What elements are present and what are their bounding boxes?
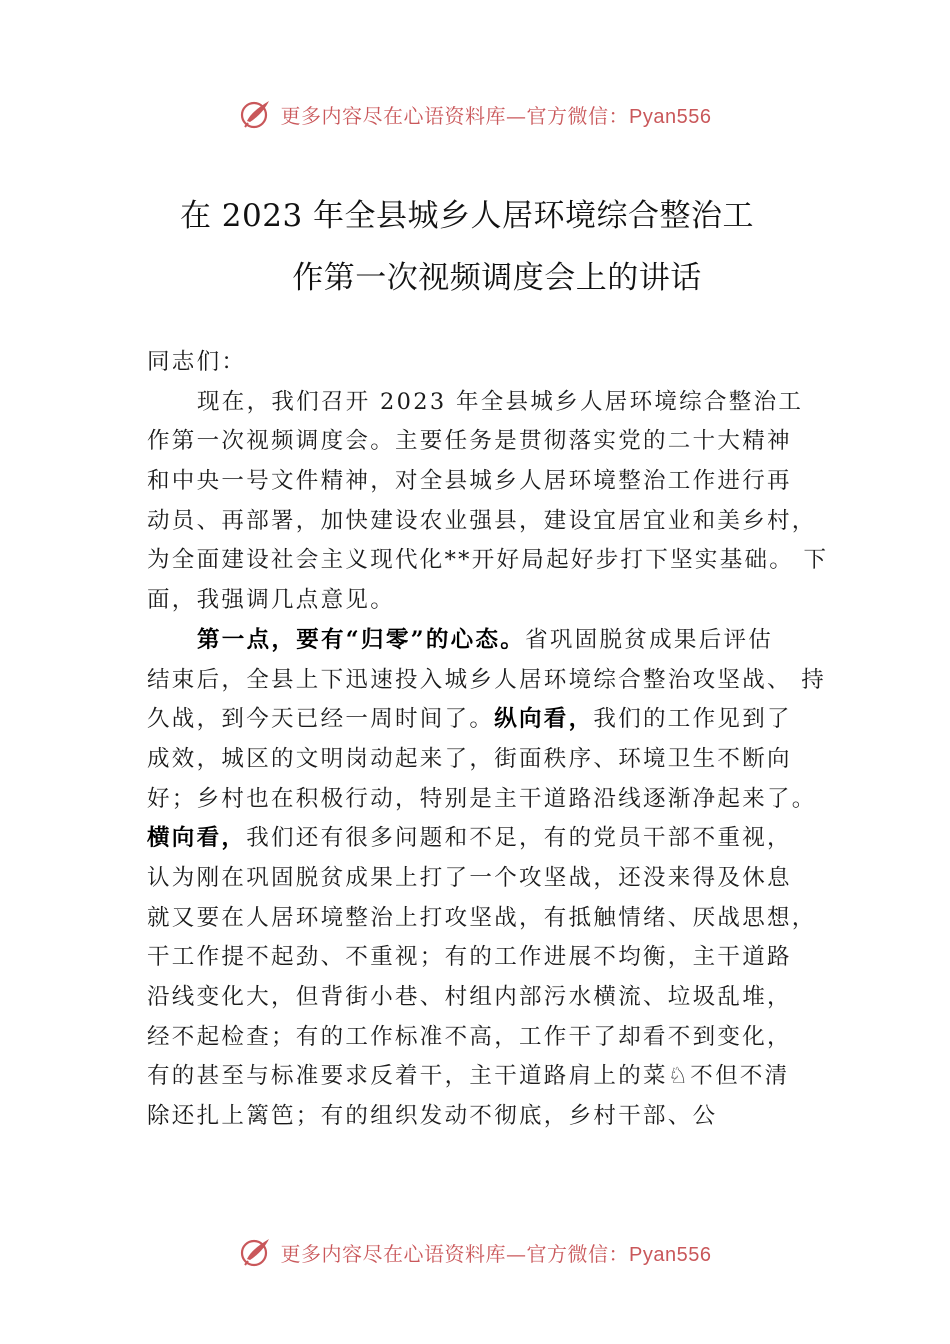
paragraph-line bbox=[147, 700, 827, 740]
banner-label: 更多内容尽在心语资料库—官方微信： bbox=[280, 1241, 630, 1266]
document-body bbox=[147, 343, 827, 1137]
document-title-line-1: 在 2023 年全县城乡人居环境综合整治工 bbox=[179, 198, 755, 234]
paragraph-text: 我们还有很多问题和不足，有的党员干部不重视， bbox=[246, 825, 792, 852]
wechat-id: Pyan556 bbox=[629, 105, 712, 128]
paragraph-line: 成效，城区的文明岗动起来了，街面秩序、环境卫生不断向 bbox=[147, 745, 792, 772]
paragraph-text: 省巩固脱贫成果后评估 bbox=[525, 626, 774, 653]
section-heading: 第一点，要有“归零”的心态。 bbox=[197, 626, 526, 653]
banner-label: 更多内容尽在心语资料库—官方微信： bbox=[280, 103, 630, 128]
paragraph-line: 动员、再部署，加快建设农业强县，建设宜居宜业和美乡村， bbox=[147, 507, 817, 534]
paragraph-line: 沿线变化大，但背街小巷、村组内部污水横流、垃圾乱堆， bbox=[147, 984, 792, 1010]
paragraph-line: 作第一次视频调度会。主要任务是贯彻落实党的二十大精神 bbox=[147, 428, 792, 455]
footer-banner bbox=[0, 1232, 950, 1272]
bold-phrase-vertical: 纵向看， bbox=[494, 706, 594, 733]
paragraph-line: 结束后，全县上下迅速投入城乡人居环境综合整治攻坚战、 持 bbox=[147, 666, 827, 693]
document-title-line-2: 作第一次视频调度会上的讲话 bbox=[292, 260, 702, 296]
wechat-id: Pyan556 bbox=[629, 1243, 712, 1266]
paragraph-line: 干工作提不起劲、不重视；有的工作进展不均衡，主干道路 bbox=[147, 944, 792, 971]
paragraph-line: 除还扎上篱笆；有的组织发动不彻底，乡村干部、公 bbox=[147, 1103, 718, 1130]
paragraph-line: 认为刚在巩固脱贫成果上打了一个攻坚战，还没来得及休息 bbox=[147, 864, 792, 891]
banner-text bbox=[281, 100, 712, 129]
salutation: 同志们： bbox=[147, 349, 247, 375]
paragraph-text: 我们的工作见到了 bbox=[593, 706, 792, 733]
quill-logo-icon bbox=[239, 1235, 273, 1269]
paragraph-line: 就又要在人居环境整治上打攻坚战，有抵触情绪、厌战思想， bbox=[147, 904, 817, 931]
paragraph-line: 经不起检查；有的工作标准不高，工作干了却看不到变化， bbox=[147, 1023, 792, 1050]
paragraph-line: 和中央一号文件精神，对全县城乡人居环境整治工作进行再 bbox=[147, 468, 792, 495]
banner-text bbox=[281, 1238, 712, 1267]
quill-logo-icon bbox=[239, 97, 273, 131]
paragraph-line: 面，我强调几点意见。 bbox=[147, 587, 396, 614]
paragraph-line bbox=[147, 819, 827, 859]
paragraph-text: 久战，到今天已经一周时间了。 bbox=[147, 706, 495, 733]
paragraph-line: 现在，我们召开 2023 年全县城乡人居环境综合整治工 bbox=[197, 388, 804, 415]
header-banner bbox=[0, 94, 950, 134]
paragraph-line: 好；乡村也在积极行动，特别是主干道路沿线逐渐净起来了。 bbox=[147, 785, 817, 812]
bold-phrase-horizontal: 横向看， bbox=[147, 825, 247, 852]
paragraph-line bbox=[147, 621, 827, 661]
paragraph-line: 为全面建设社会主义现代化**开好局起好步打下坚实基础。 下 bbox=[147, 547, 829, 574]
paragraph-line: 有的甚至与标准要求反着干，主干道路肩上的菜♘不但不清 bbox=[147, 1063, 790, 1090]
